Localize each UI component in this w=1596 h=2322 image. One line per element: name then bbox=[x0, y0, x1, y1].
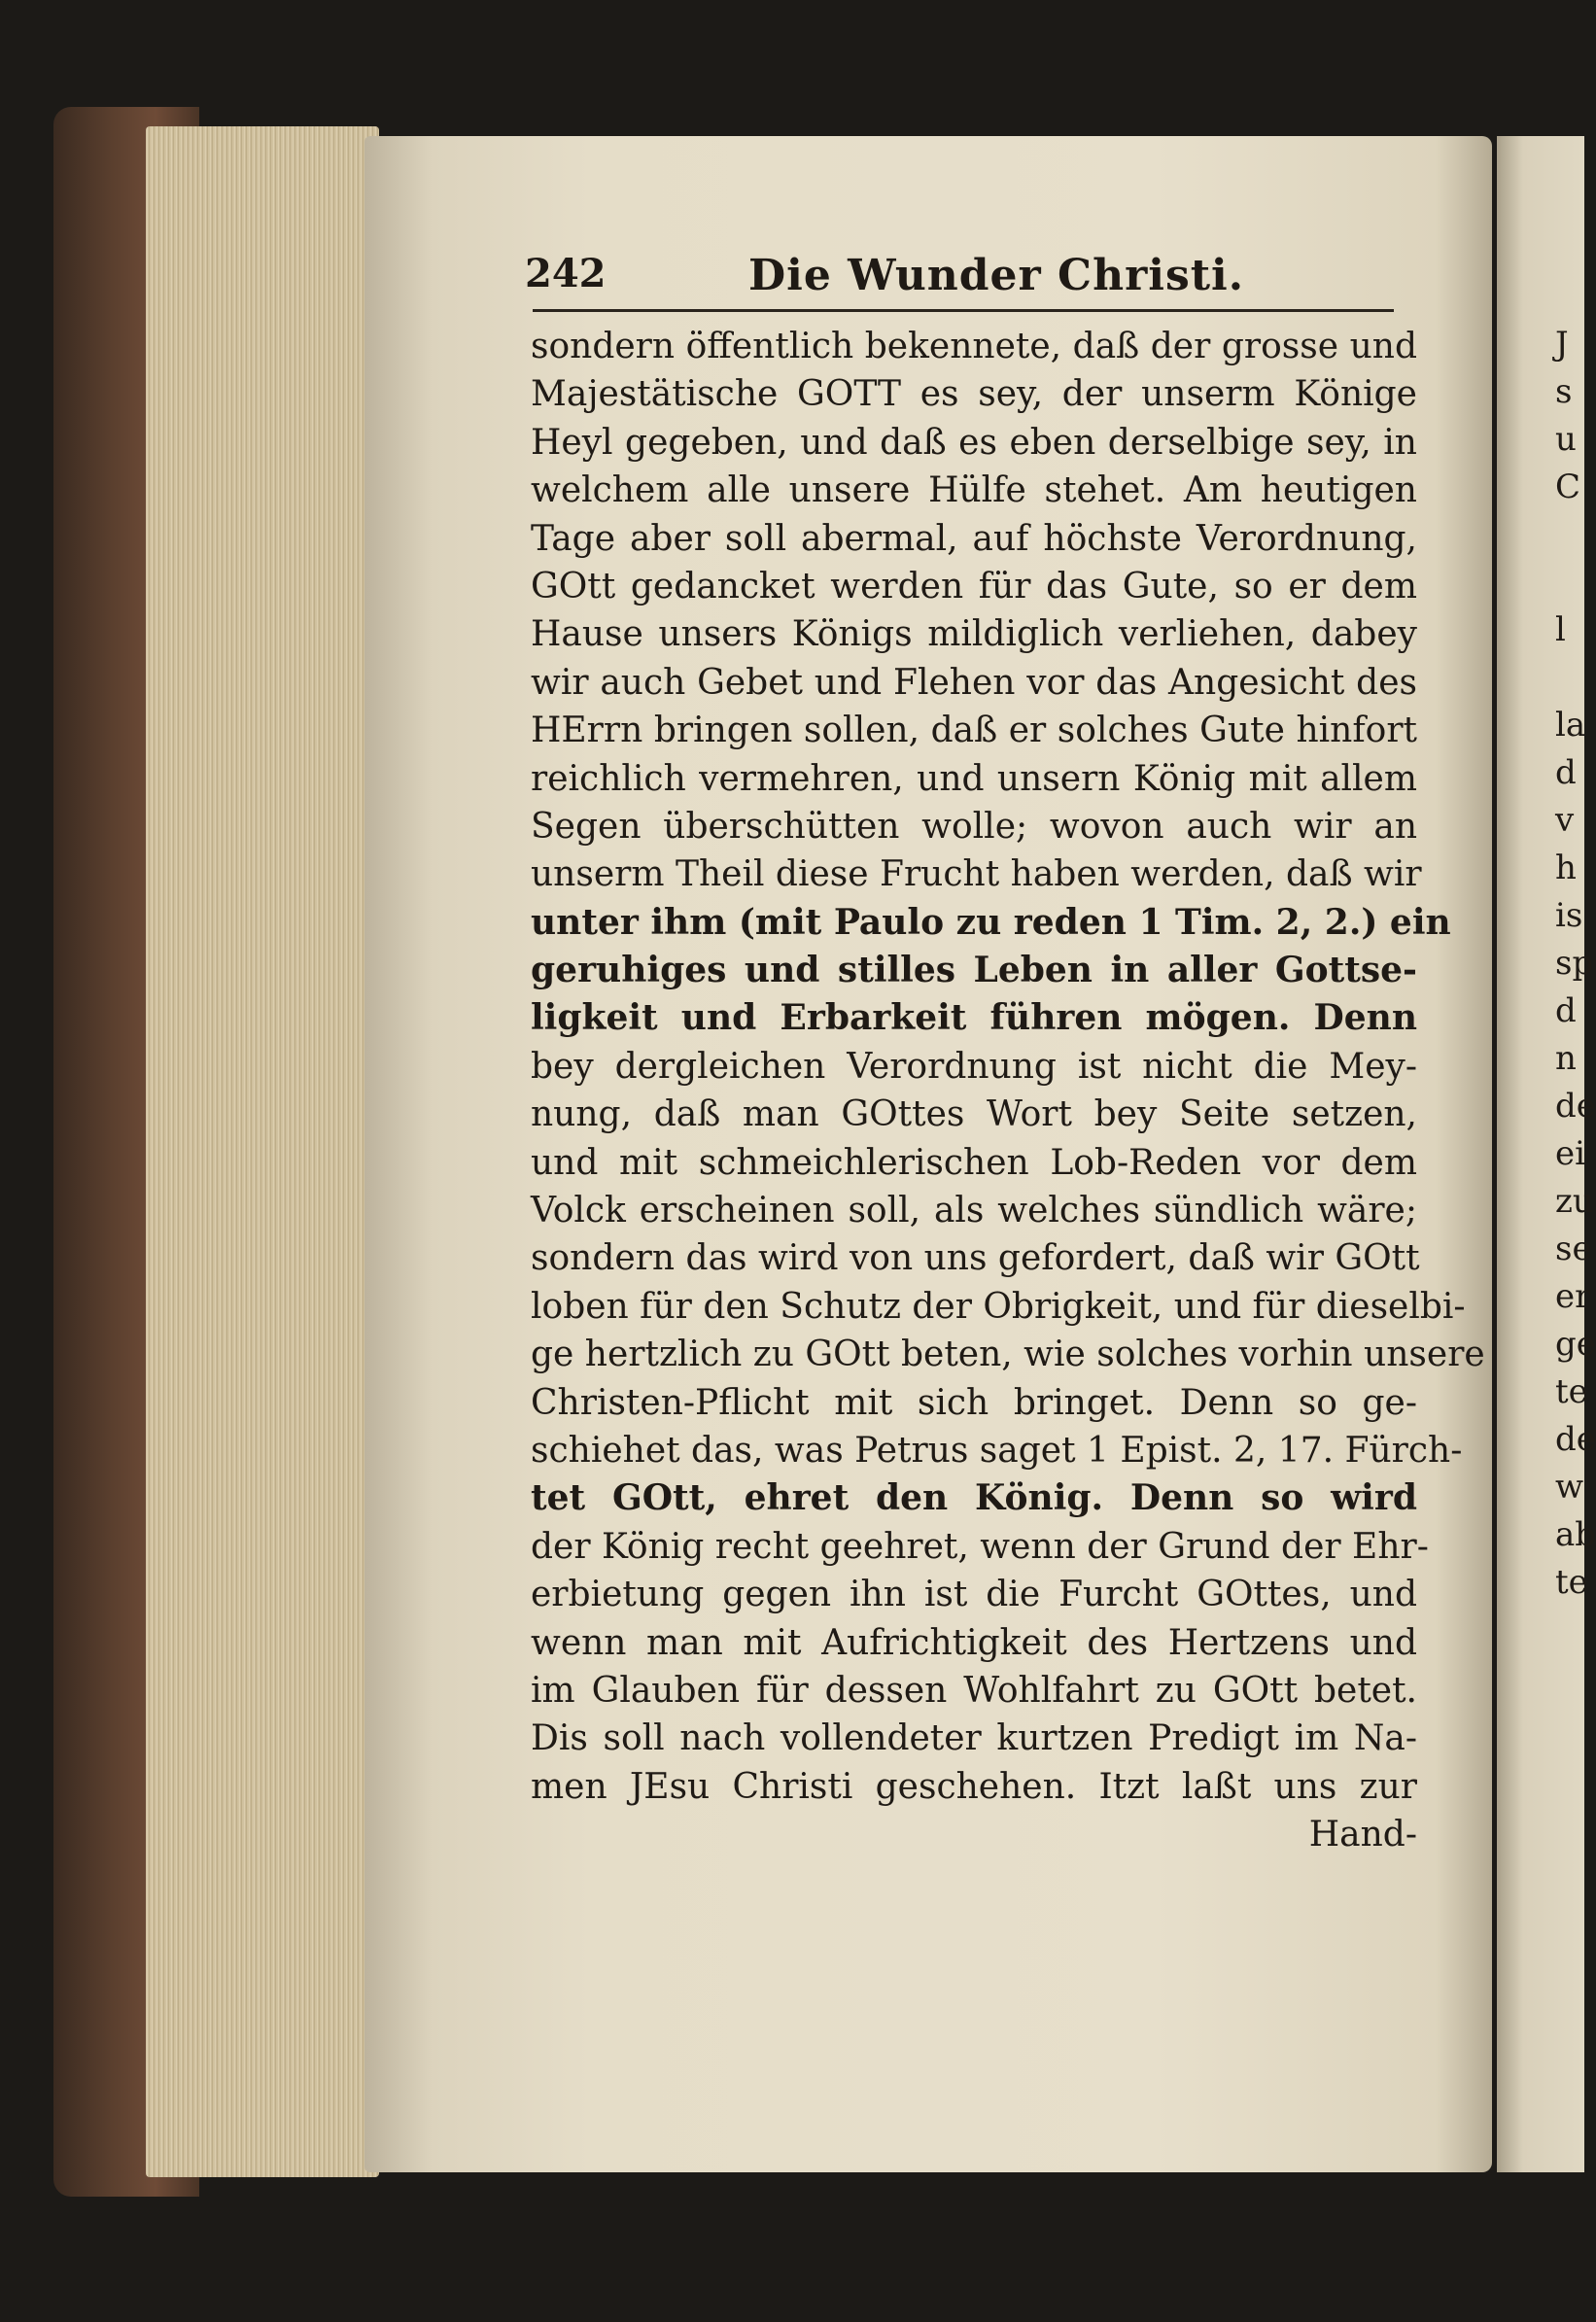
text-line: wir auch Gebet und Flehen vor das Angesicht des bbox=[531, 662, 1417, 703]
text-line: Tage aber soll abermal, auf höchste Verordnung, bbox=[531, 518, 1417, 559]
fragment: h bbox=[1555, 849, 1577, 887]
text-line: erbietung gegen ihn ist die Furcht GOttes, und bbox=[531, 1575, 1417, 1615]
fragment: l bbox=[1555, 610, 1566, 649]
text-line: loben für den Schutz der Obrigkeit, und für dieselbi- bbox=[531, 1286, 1466, 1327]
text-line-emphasis: ligkeit und Erbarkeit führen mögen. Denn bbox=[531, 997, 1417, 1039]
fragment: v bbox=[1555, 801, 1575, 840]
fragment: ge bbox=[1555, 1325, 1596, 1364]
fragment: de bbox=[1555, 1087, 1596, 1126]
text-line: men JEsu Christi geschehen. Itzt laßt uns zur bbox=[531, 1766, 1417, 1807]
text-line: unserm Theil diese Frucht haben werden, daß wir bbox=[531, 854, 1422, 895]
body-text bbox=[531, 323, 1485, 1859]
text-line: der König recht geehret, wenn der Grund der Ehr- bbox=[531, 1526, 1429, 1567]
fragment: de bbox=[1555, 1420, 1596, 1459]
text-line: wenn man mit Aufrichtigkeit des Hertzens und bbox=[531, 1622, 1417, 1663]
fragment: is bbox=[1555, 896, 1583, 935]
next-page-text-fragments bbox=[1555, 321, 1594, 1607]
text-line: reichlich vermehren, und unsern König mit allem bbox=[531, 758, 1417, 799]
text-line: Christen-Pflicht mit sich bringet. Denn so ge- bbox=[531, 1382, 1417, 1423]
text-line: welchem alle unsere Hülfe stehet. Am heutigen bbox=[531, 470, 1417, 511]
text-line: GOtt gedancket werden für das Gute, so er dem bbox=[531, 566, 1417, 606]
fragment: er bbox=[1555, 1277, 1591, 1316]
fragment: w bbox=[1555, 1468, 1584, 1507]
page-header bbox=[525, 251, 1400, 300]
text-line: im Glauben für dessen Wohlfahrt zu GOtt betet. bbox=[531, 1670, 1417, 1711]
running-title: Die Wunder Christi. bbox=[748, 251, 1245, 300]
text-line: schiehet das, was Petrus saget 1 Epist. 2, 17. Fürch- bbox=[531, 1430, 1463, 1471]
text-line: Segen überschütten wolle; wovon auch wir an bbox=[531, 806, 1417, 847]
text-line: nung, daß man GOttes Wort bey Seite setzen, bbox=[531, 1094, 1417, 1135]
text-line: ge hertzlich zu GOtt beten, wie solches vorhin unsere bbox=[531, 1334, 1485, 1375]
text-line: bey dergleichen Verordnung ist nicht die Mey- bbox=[531, 1046, 1417, 1087]
fragment bbox=[1555, 511, 1594, 559]
fragment: ab bbox=[1555, 1515, 1596, 1554]
fragment: zu bbox=[1555, 1182, 1594, 1221]
fragment: la bbox=[1555, 706, 1586, 745]
fragment: d bbox=[1555, 991, 1577, 1030]
catchword: Hand- bbox=[1308, 1815, 1417, 1855]
fragment: J bbox=[1555, 325, 1569, 364]
text-line: sondern öffentlich bekennete, daß der grosse und bbox=[531, 327, 1417, 366]
text-line: HErrn bringen sollen, daß er solches Gute hinfort bbox=[531, 710, 1417, 751]
header-rule bbox=[533, 309, 1394, 312]
text-line-emphasis: tet GOtt, ehret den König. Denn so wird bbox=[531, 1477, 1417, 1519]
text-line-emphasis: geruhiges und stilles Leben in aller Gottse- bbox=[531, 950, 1417, 991]
fragment: ei bbox=[1555, 1134, 1585, 1173]
fragment: se bbox=[1555, 1230, 1592, 1268]
fragment: u bbox=[1555, 420, 1577, 459]
fragment: te bbox=[1555, 1563, 1588, 1602]
fragment: n bbox=[1555, 1039, 1577, 1078]
fragment: C bbox=[1555, 468, 1581, 506]
text-line: sondern das wird von uns gefordert, daß wir GOtt bbox=[531, 1238, 1420, 1279]
text-line: Majestätische GOTT es sey, der unserm Könige bbox=[531, 374, 1417, 415]
text-line: Volck erscheinen soll, als welches sündlich wäre; bbox=[531, 1191, 1417, 1231]
text-line: Heyl gegeben, und daß es eben derselbige sey, in bbox=[531, 422, 1417, 463]
text-line: Hause unsers Königs mildiglich verliehen, dabey bbox=[531, 614, 1417, 655]
fragment: te bbox=[1555, 1372, 1588, 1411]
fragment: d bbox=[1555, 753, 1577, 792]
text-line: Dis soll nach vollendeter kurtzen Predigt im Na- bbox=[531, 1718, 1417, 1759]
text-line: und mit schmeichlerischen Lob-Reden vor dem bbox=[531, 1142, 1417, 1183]
fragment: sp bbox=[1555, 944, 1594, 983]
fragment bbox=[1555, 559, 1594, 606]
page-edges bbox=[146, 126, 379, 2177]
fragment bbox=[1555, 654, 1594, 702]
page-number: 242 bbox=[525, 251, 607, 296]
text-line-emphasis: unter ihm (mit Paulo zu reden 1 Tim. 2, 2.) ein bbox=[531, 901, 1451, 943]
fragment: s bbox=[1555, 372, 1573, 411]
